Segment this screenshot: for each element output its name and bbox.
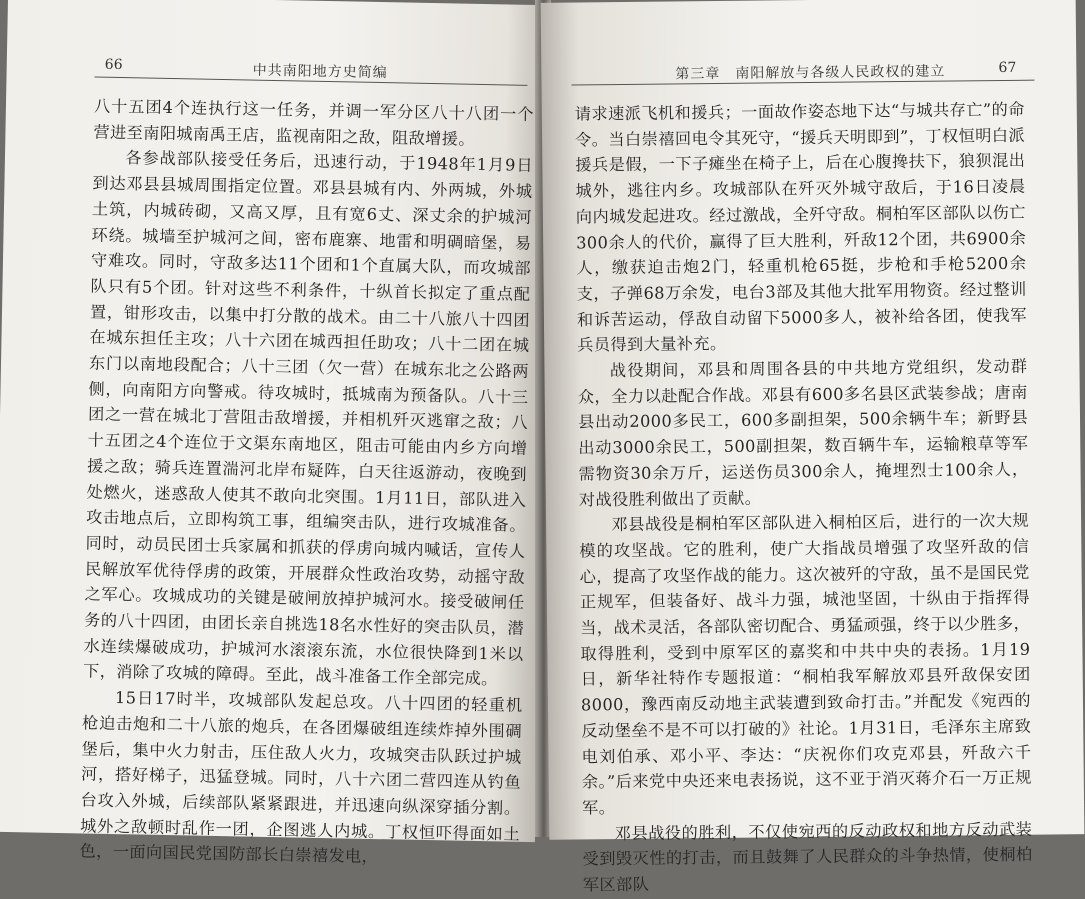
left-paragraph-1: 八十五团4个连执行这一任务，并调一军分区八十八团一个营进至南阳城南禹王店，监视南阳之敌，阻敌增援。 [93, 96, 535, 149]
right-paragraph-1: 请求速派飞机和援兵；一面故作姿态地下达“与城共存亡”的命令。当白崇禧回电令其死守，“援兵天明即到”，丁权恒明白派援兵是假，一下子瘫坐在椅子上，后在心腹搀扶下，狼狈混出城外，逃往内乡。攻城部队在歼灭外城守敌后，于16日凌晨向内城发起进攻。经过激战，全歼守敌。桐柏军区部队以伤亡300余人的代价，赢得了巨大胜利，歼敌12个团，共6900余人，缴获迫击炮2门，轻重机枪65挺，步枪和手枪5200余支，子弹68万余发，电台3部及其他大批军用物资。经过整训和诉苦运动，俘敌自动留下5000多人，被补给各团，使我军兵员得到大量补充。 [574, 99, 1028, 355]
right-page [541, 0, 1085, 895]
right-paragraph-2: 战役期间，邓县和周围各县的中共地方党组织，发动群众，全力以赴配合作战。邓县有600多名县区武装参战；唐南县出动2000多民工，600多副担架，500余辆牛车；新野县出动3000余民工，500副担架，数百辆牛车，运输粮草等军需物资30余万斤，运送伤员300余人，掩埋烈士100余人，对战役胜利做出了贡献。 [577, 356, 1029, 509]
left-page-body [79, 94, 534, 873]
left-running-title: 中共南阳地方史简编 [252, 62, 388, 82]
right-page-body [575, 97, 1033, 898]
right-page-header [571, 60, 1034, 86]
left-paragraph-2: 各参战部队接受任务后，迅速行动，于1948年1月9日到达邓县县城周围指定位置。邓县县城有内、外两城，外城土筑，内城砖砌，又高又厚，且有宽6丈、深丈余的护城河环绕。城墙至护城河之间，密布鹿寨、地雷和明碉暗堡，易守难攻。同时，守敌多达11个团和1个直属大队，而攻城部队只有5个团。针对这些不利条件，十纵首长拟定了重点配置，钳形攻击，以集中打分散的战术。由二十八旅八十四团在城东担任主攻；八十六团在城西担任助攻；八十二团在城东门以南地段配合；八十三团（欠一营）在城东北之公路两侧，向南阳方向警戒。待攻城时，抵城南为预备队。八十三团之一营在城北丁营阻击敌增援，并相机歼灭逃窜之敌；八十五团之4个连位于文渠东南地区，阻击可能由内乡方向增援之敌；骑兵连置湍河北岸布疑阵，白天往返游动，夜晚到处燃火，迷惑敌人使其不敢向北突围。1月11日，部队进入攻击地点后，立即构筑工事，组编突击队，进行攻城准备。同时，动员民团士兵家属和抓获的俘虏向城内喊话，宣传人民解放军优待俘虏的政策，开展群众性政治攻势，动摇守敌之军心。攻城成功的关键是破闸放掉护城河水。接受破闸任务的八十四团，由团长亲自挑选18名水性好的突击队员，潜水连续爆破成功，护城河水滚滚东流，水位很快降到1米以下，消除了攻城的障碍。至此，战斗准备工作全部完成。 [82, 148, 534, 689]
right-paragraph-4: 邓县战役的胜利，不仅使宛西的反动政权和地方反动武装受到毁灭性的打击，而且鼓舞了人民群众的斗争热情，使桐柏军区部队 [582, 819, 1033, 895]
right-page-number: 67 [998, 59, 1017, 77]
left-page-number: 66 [104, 56, 123, 74]
left-paragraph-3: 15日17时半，攻城部队发起总攻。八十四团的轻重机枪迫击炮和二十八旅的炮兵，在各团爆破组连续炸掉外围碉堡后，集中火力射击，压住敌人火力，攻城突击队跃过护城河，搭好梯子，迅猛登城。同时，八十六团二营四连从钓鱼台攻入外城，后续部队紧紧跟进，并迅速向纵深穿插分割。城外之敌顿时乱作一团，企图逃人内城。丁权恒吓得面如土色，一面向国民党国防部长白崇禧发电， [79, 688, 523, 867]
right-paragraph-3: 邓县战役是桐柏军区部队进入桐柏区后，进行的一次大规模的攻坚战。它的胜利，使广大指战员增强了攻坚歼敌的信心，提高了攻坚作战的能力。这次被歼的守敌，虽不是国民党正规军，但装备好、战斗力强，城池坚固，十纵由于指挥得当，战术灵活，各部队密切配合、勇猛顽强，终于以少胜多，取得胜利，受到中原军区的嘉奖和中共中央的表扬。1月19日，新华社特作专题报道：“桐柏我军解放邓县歼敌保安团8000，豫西南反动地主武装遭到致命打击。”并配发《宛西的反动堡垒不是不可以打破的》社论。1月31日，毛泽东主席致电刘伯承、邓小平、李达：“庆祝你们攻克邓县，歼敌六千余。”后来党中央还来电表扬说，这不亚于消灭蒋介石一万正规军。 [579, 510, 1032, 818]
right-running-title: 第三章 南阳解放与各级人民政权的建立 [675, 63, 946, 83]
left-page-header [95, 57, 528, 86]
left-page [0, 0, 551, 867]
